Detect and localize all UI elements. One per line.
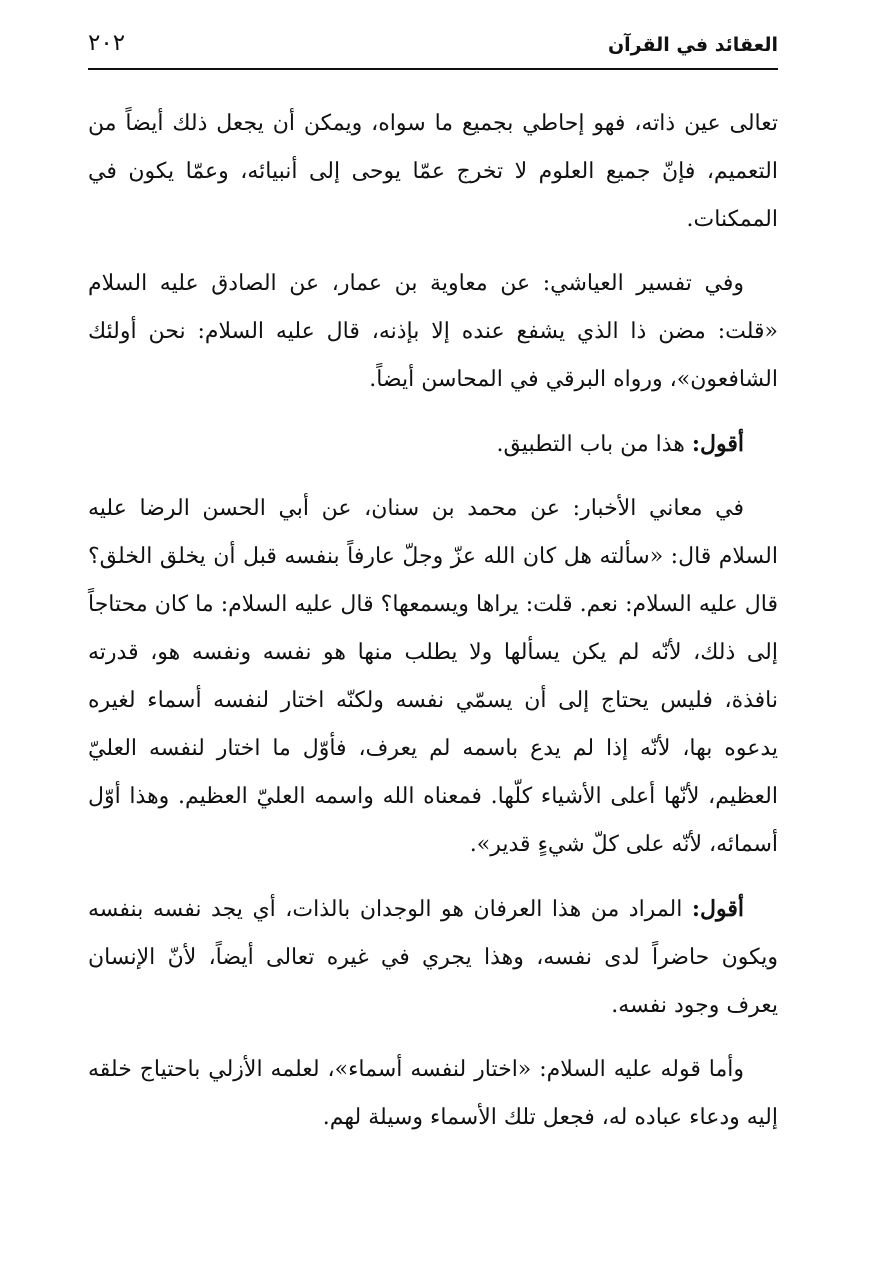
paragraph-2: وفي تفسير العياشي: عن معاوية بن عمار، عن الصادق عليه السلام «قلت: مضن ذا الذي يشفع عنده إلا بإذنه، قال عليه السلام: نحن أولئك الشافعون»، ورواه البرقي في المحاسن أيضاً. bbox=[88, 271, 778, 392]
paragraph-5-text: المراد من هذا العرفان هو الوجدان بالذات، أي يجد نفسه بنفسه ويكون حاضراً لدى نفسه، وهذا يجري في غيره تعالى أيضاً، لأنّ الإنسان يعرف وجود نفسه. bbox=[88, 897, 778, 1018]
paragraph-1: تعالى عين ذاته، فهو إحاطي بجميع ما سواه، ويمكن أن يجعل ذلك أيضاً من التعميم، فإنّ جميع العلوم لا تخرج عمّا يوحى إلى أنبيائه، وعمّا يكون في الممكنات. bbox=[88, 111, 778, 232]
paragraph-3 bbox=[88, 420, 778, 469]
page-number: ٢٠٢ bbox=[88, 30, 126, 56]
paragraph-3-label: أقول: bbox=[691, 431, 744, 457]
paragraph-5 bbox=[88, 885, 778, 1030]
running-title: العقائد في القرآن bbox=[607, 34, 778, 56]
paragraph-4: في معاني الأخبار: عن محمد بن سنان، عن أبي الحسن الرضا عليه السلام قال: «سألته هل كان الله عزّ وجلّ عارفاً بنفسه قبل أن يخلق الخلق؟ قال عليه السلام: نعم. قلت: يراها ويسمعها؟ قال عليه السلام: ما كان محتاجاً إلى ذلك، لأنّه لم يكن يسألها ولا يطلب منها هو نفسه ونفسه هو، قدرته نافذة، فليس يحتاج إلى أن يسمّي نفسه ولكنّه اختار لنفسه أسماء لغيره يدعوه بها، لأنّه إذا لم يدع باسمه لم يعرف، فأوّل ما اختار لنفسه العليّ العظيم، لأنّها أعلى الأشياء كلّها. فمعناه الله واسمه العليّ العظيم. وهذا أوّل أسمائه، لأنّه على كلّ شيءٍ قدير». bbox=[88, 496, 778, 857]
paragraph-3-text: هذا من باب التطبيق. bbox=[496, 432, 692, 457]
page-header bbox=[88, 30, 778, 70]
paragraph-6: وأما قوله عليه السلام: «اختار لنفسه أسماء»، لعلمه الأزلي باحتياج خلقه إليه ودعاء عباده له، فجعل تلك الأسماء وسيلة لهم. bbox=[88, 1057, 778, 1130]
page-body bbox=[88, 100, 778, 1142]
paragraph-5-label: أقول: bbox=[691, 896, 744, 922]
